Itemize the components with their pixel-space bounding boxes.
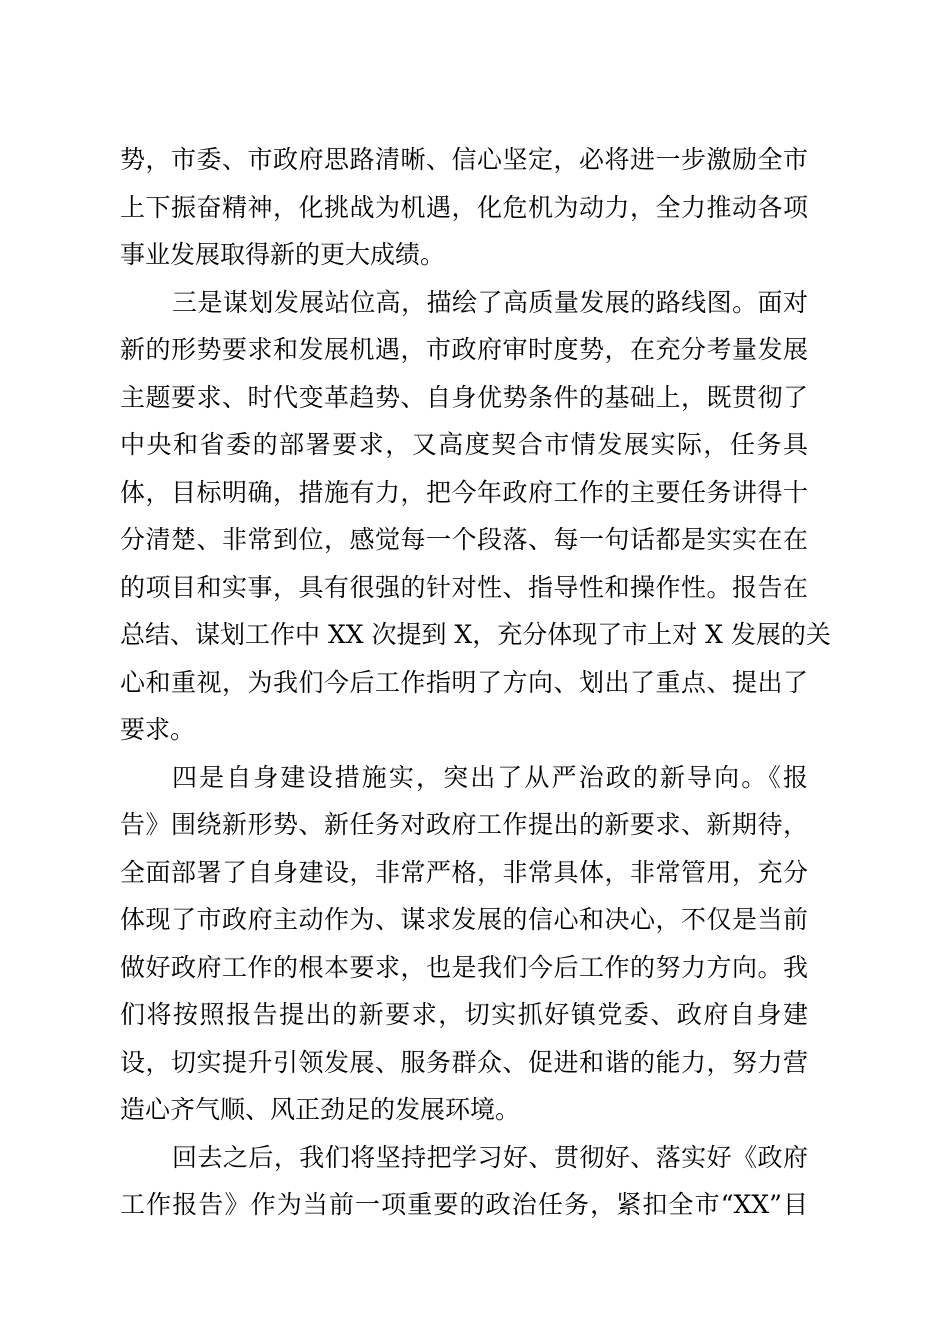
text-line: 体现了市政府主动作为、谋求发展的信心和决心，不仅是当前 (120, 905, 808, 934)
text-line: 做好政府工作的根本要求，也是我们今后工作的努力方向。我 (120, 952, 808, 982)
text-line: 上下振奋精神，化挑战为机遇，化危机为动力，全力推动各项 (120, 192, 808, 222)
text-line: 全面部署了自身建设，非常严格，非常具体，非常管用，充分 (120, 857, 808, 887)
text-line: 事业发展取得新的更大成绩。 (120, 240, 446, 269)
text-line: 总结、谋划工作中 XX 次提到 X，充分体现了市上对 X 发展的关 (120, 620, 831, 649)
text-line: 回去之后，我们将坚持把学习好、贯彻好、落实好《政府 (172, 1142, 808, 1172)
text-line: 四是自身建设措施实，突出了从严治政的新导向。《报 (172, 762, 808, 792)
text-line: 分清楚、非常到位，感觉每一个段落、每一句话都是实实在在 (120, 525, 808, 554)
text-line: 三是谋划发展站位高，描绘了高质量发展的路线图。面对 (172, 287, 808, 317)
text-line: 设，切实提升引领发展、服务群众、促进和谐的能力，努力营 (120, 1047, 808, 1077)
text-line: 中央和省委的部署要求，又高度契合市情发展实际，任务具 (120, 430, 808, 459)
text-line: 主题要求、时代变革趋势、自身优势条件的基础上，既贯彻了 (120, 382, 808, 412)
text-line: 要求。 (120, 715, 196, 744)
text-line: 势，市委、市政府思路清晰、信心坚定，必将进一步激励全市 (120, 145, 808, 174)
text-line: 心和重视，为我们今后工作指明了方向、划出了重点、提出了 (120, 667, 808, 697)
text-line: 工作报告》作为当前一项重要的政治任务，紧扣全市“XX”目 (120, 1190, 808, 1219)
text-line: 告》围绕新形势、新任务对政府工作提出的新要求、新期待， (120, 810, 808, 839)
text-line: 体，目标明确，措施有力，把今年政府工作的主要任务讲得十 (120, 477, 808, 507)
document-page (120, 136, 831, 1229)
text-line: 新的形势要求和发展机遇，市政府审时度势，在充分考量发展 (120, 335, 808, 364)
text-line: 造心齐气顺、风正劲足的发展环境。 (120, 1095, 521, 1124)
text-line: 们将按照报告提出的新要求，切实抓好镇党委、政府自身建 (120, 1000, 808, 1029)
text-line: 的项目和实事，具有很强的针对性、指导性和操作性。报告在 (120, 572, 808, 602)
